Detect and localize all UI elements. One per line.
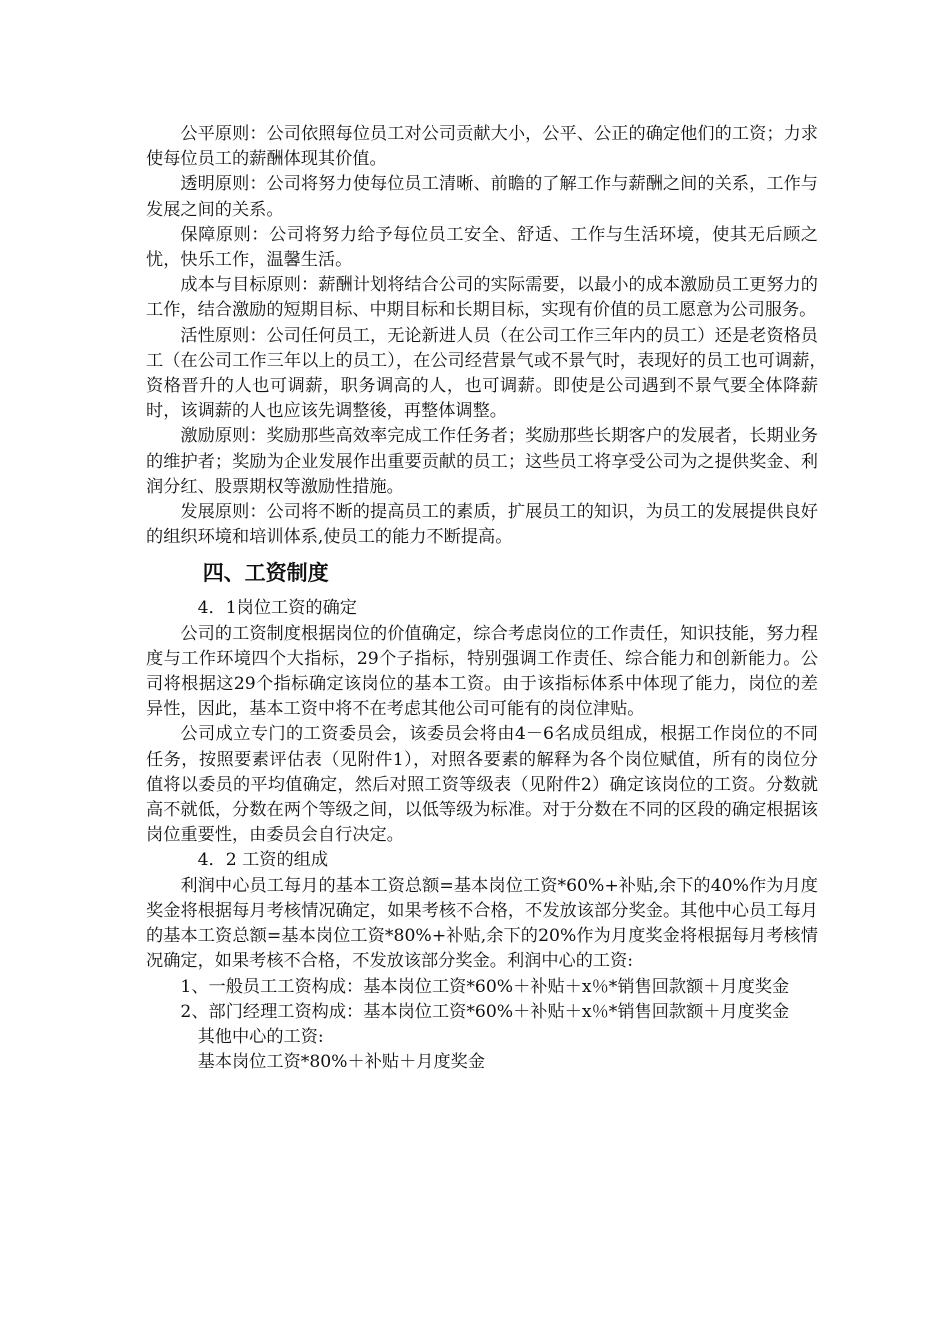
paragraph-wage-committee: 公司成立专门的工资委员会，该委员会将由4－6名成员组成，根据工作岗位的不同任务，按照要素评估表（见附件1），对照各要素的解释为各个岗位赋值，所有的岗位分值将以委员的平均值确定，然后对照工资等级表（见附件2）确定该岗位的工资。分数就高不就低，分数在两个等级之间，以低等级为标准。对于分数在不同的区段的确定根据该岗位重要性，由委员会自行决定。 [146, 724, 818, 846]
section-title: 四、工资制度 [202, 561, 329, 586]
principle-incentive: 激励原则：奖励那些高效率完成工作任务者；奖励那些长期客户的发展者，长期业务的维护者；奖励为企业发展作出重要贡献的员工；这些员工将享受公司为之提供奖金、利润分红、股票期权等激励性措施。 [146, 426, 818, 497]
principle-cost-target: 成本与目标原则：薪酬计划将结合公司的实际需要，以最小的成本激励员工更努力的工作，结合激励的短期目标、中期目标和长期目标，实现有价值的员工愿意为公司服务。 [146, 275, 818, 321]
other-center-label: 其他中心的工资: [197, 1026, 324, 1047]
principle-flexibility: 活性原则：公司任何员工，无论新进人员（在公司工作三年内的员工）还是老资格员工（在公司工作三年以上的员工），在公司经营景气或不景气时，表现好的员工也可调薪， 资格晋升的人也可调薪，职务调高的人，也可调薪。即使是公司遇到不景气要全体降薪时，该调薪的人也应该先调整後，再整体调整。 [146, 325, 836, 422]
subsection-title-4-2: 4．2 工资的组成 [197, 850, 329, 871]
document-page [146, 122, 836, 1075]
principle-security: 保障原则：公司将努力给予每位员工安全、舒适、工作与生活环境，使其无后顾之忧，快乐工作，温馨生活。 [146, 224, 818, 271]
principle-development: 发展原则：公司将不断的提高员工的素质，扩展员工的知识，为员工的发展提供良好的组织环境和培训体系,使员工的能力不断提高。 [146, 502, 818, 548]
subsection-title-4-1: 4．1岗位工资的确定 [197, 598, 357, 619]
wage-item-department-manager: 2、部门经理工资构成：基本岗位工资*60%＋补贴＋x％*销售回款额＋月度奖金 [180, 1001, 790, 1022]
paragraph-position-wage: 公司的工资制度根据岗位的价值确定，综合考虑岗位的工作责任，知识技能，努力程度与工作环境四个大指标，29个子指标，特别强调工作责任、综合能力和创新能力。公司将根据这29个指标确定该岗位的基本工资。由于该指标体系中体现了能力，岗位的差异性，因此，基本工资中将不在考虑其他公司可能有的岗位津贴。 [146, 623, 818, 720]
paragraph-wage-composition: 利润中心员工每月的基本工资总额=基本岗位工资*60%+补贴,余下的40%作为月度奖金将根据每月考核情况确定，如果考核不合格，不发放该部分奖金。其他中心员工每月的基本工资总额=基本岗位工资*80%+补贴,余下的20%作为月度奖金将根据每月考核情况确定，如果考核不合格，不发放该部分奖金。利润中心的工资: [146, 875, 818, 972]
principle-fair: 公平原则：公司依照每位员工对公司贡献大小，公平、公正的确定他们的工资；力求使每位员工的薪酬体现其价值。 [146, 124, 818, 170]
principle-transparent: 透明原则：公司将努力使每位员工清晰、前瞻的了解工作与薪酬之间的关系，工作与发展之间的关系。 [146, 174, 818, 220]
wage-item-general-staff: 1、一般员工工资构成：基本岗位工资*60%＋补贴＋x％*销售回款额＋月度奖金 [180, 976, 790, 997]
other-center-formula: 基本岗位工资*80%＋补贴＋月度奖金 [197, 1052, 486, 1073]
